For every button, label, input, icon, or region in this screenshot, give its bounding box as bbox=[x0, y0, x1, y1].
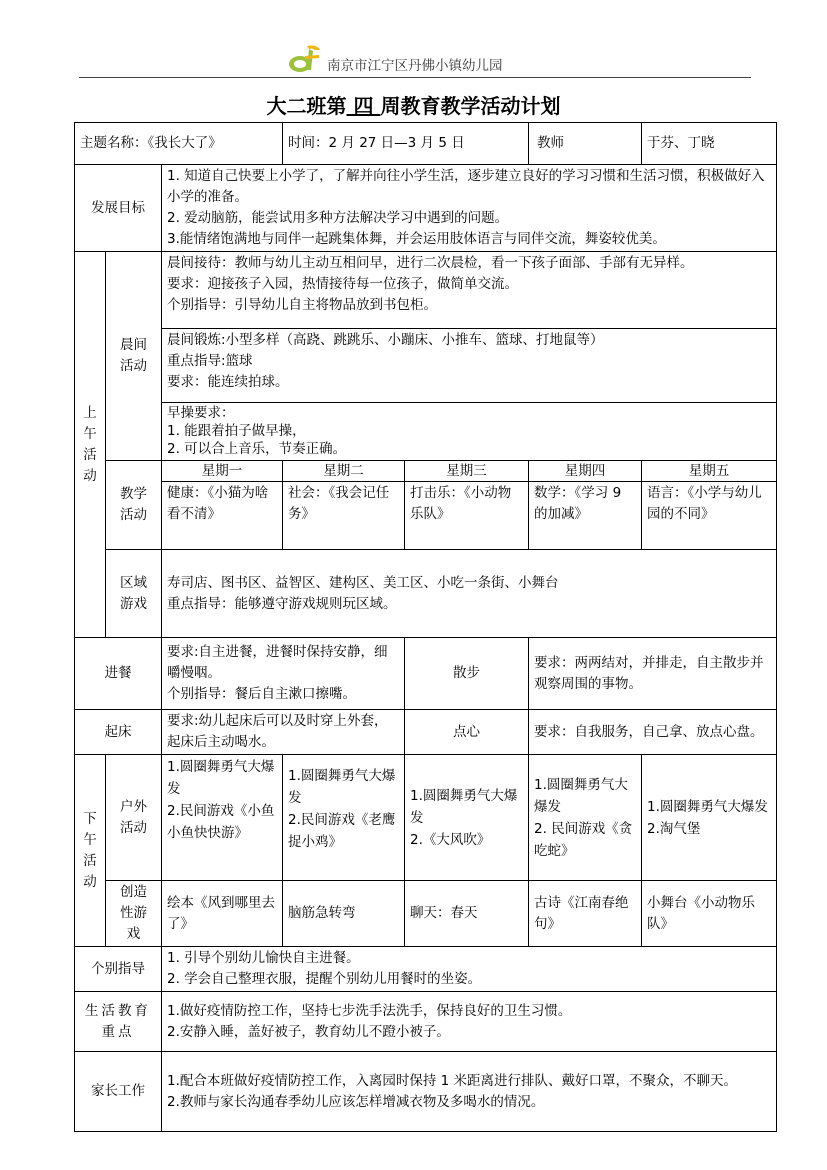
outdoor-row bbox=[75, 755, 777, 881]
weekday-tue: 星期二 bbox=[283, 461, 405, 482]
creative-wed: 聊天：春天 bbox=[405, 881, 529, 947]
df-logo-icon bbox=[287, 42, 325, 74]
header-divider bbox=[79, 77, 751, 78]
wake-content: 要求:幼儿起床后可以及时穿上外套，起床后主动喝水。 bbox=[162, 710, 405, 755]
teaching-mon: 健康：《小猫为啥看不清》 bbox=[162, 482, 283, 550]
creative-row bbox=[75, 881, 777, 947]
goals-label: 发展目标 bbox=[75, 165, 162, 252]
teaching-fri: 语言：《小学与幼儿园的不同》 bbox=[642, 482, 777, 550]
weekday-thu: 星期四 bbox=[529, 461, 642, 482]
creative-tue: 脑筋急转弯 bbox=[283, 881, 405, 947]
page-title bbox=[0, 90, 827, 119]
afternoon-section-label: 下午活动 bbox=[75, 755, 106, 947]
wake-row bbox=[75, 710, 777, 755]
meal-row bbox=[75, 638, 777, 710]
goal-item: 2. 爱动脑筋，能尝试用多种方法解决学习中遇到的问题。 bbox=[167, 210, 509, 226]
creative-fri: 小舞台《小动物乐队》 bbox=[642, 881, 777, 947]
time-cell: 时间：2 月 27 日—3 月 5 日 bbox=[283, 123, 529, 165]
teaching-tue: 社会：《我会记任务》 bbox=[283, 482, 405, 550]
individual-row bbox=[75, 947, 777, 992]
parent-content: 1.配合本班做好疫情防控工作，入离园时保持 1 米距离进行排队、戴好口罩，不聚众，不聊天。 2.教师与家长沟通春季幼儿应该怎样增减衣物及多喝水的情况。 bbox=[162, 1052, 777, 1132]
life-content: 1.做好疫情防控工作，坚持七步洗手法洗手，保持良好的卫生习惯。 2.安静入睡，盖好被子，教育幼儿不蹬小被子。 bbox=[162, 992, 777, 1052]
area-content: 寿司店、图书区、益智区、建构区、美工区、小吃一条街、小舞台 重点指导：能够遵守游戏规则玩区域。 bbox=[162, 550, 777, 638]
teacher-names: 于芬、丁晓 bbox=[642, 123, 777, 165]
outdoor-wed: 1.圆圈舞勇气大爆发 2.《大风吹》 bbox=[405, 755, 529, 881]
theme-cell: 主题名称：《我长大了》 bbox=[75, 123, 283, 165]
morning-exercise-row bbox=[75, 329, 777, 403]
walk-label: 散步 bbox=[405, 638, 529, 710]
weekday-wed: 星期三 bbox=[405, 461, 529, 482]
teaching-label: 教学活动 bbox=[106, 461, 162, 550]
area-label: 区域游戏 bbox=[106, 550, 162, 638]
school-name: 南京市江宁区丹佛小镇幼儿园 bbox=[327, 58, 503, 74]
creative-mon: 绘本《风到哪里去了》 bbox=[162, 881, 283, 947]
plan-table bbox=[74, 122, 777, 1132]
teaching-wed: 打击乐：《小动物乐队》 bbox=[405, 482, 529, 550]
teaching-thu: 数学：《学习 9 的加减》 bbox=[529, 482, 642, 550]
wake-label: 起床 bbox=[75, 710, 162, 755]
individual-content: 1. 引导个别幼儿愉快自主进餐。 2. 学会自己整理衣服，提醒个别幼儿用餐时的坐姿。 bbox=[162, 947, 777, 992]
goal-item: 3.能情绪饱满地与同伴一起跳集体舞，并会运用肢体语言与同伴交流，舞姿较优美。 bbox=[167, 231, 666, 247]
goal-item: 1. 知道自己快要上小学了，了解并向往小学生活，逐步建立良好的学习习惯和生活习惯，积极做好入小学的准备。 bbox=[167, 168, 765, 205]
morning-activity-label: 晨间活动 bbox=[106, 252, 162, 461]
weekday-fri: 星期五 bbox=[642, 461, 777, 482]
outdoor-tue: 1.圆圈舞勇气大爆发 2.民间游戏《老鹰捉小鸡》 bbox=[283, 755, 405, 881]
life-label: 生活教育重点 bbox=[75, 992, 162, 1052]
weekday-mon: 星期一 bbox=[162, 461, 283, 482]
individual-label: 个别指导 bbox=[75, 947, 162, 992]
snack-content: 要求：自我服务，自己拿、放点心盘。 bbox=[529, 710, 777, 755]
morning-drill-row bbox=[75, 403, 777, 461]
teacher-label: 教师 bbox=[529, 123, 642, 165]
goals-content bbox=[162, 165, 777, 252]
life-row bbox=[75, 992, 777, 1052]
goals-row bbox=[75, 165, 777, 252]
snack-label: 点心 bbox=[405, 710, 529, 755]
drill-content: 早操要求： 1. 能跟着拍子做早操， 2. 可以合上音乐，节奏正确。 bbox=[162, 403, 777, 461]
outdoor-mon: 1.圆圈舞勇气大爆发 2.民间游戏《小鱼小鱼快快游》 bbox=[162, 755, 283, 881]
parent-label: 家长工作 bbox=[75, 1052, 162, 1132]
creative-label: 创造性游戏 bbox=[106, 881, 162, 947]
weekday-header-row bbox=[75, 461, 777, 482]
exercise-content: 晨间锻炼:小型多样（高跷、跳跳乐、小蹦床、小推车、篮球、打地鼠等） 重点指导:篮球 要求：能连续拍球。 bbox=[162, 329, 777, 403]
title-week: 四 bbox=[353, 94, 374, 118]
teaching-row bbox=[75, 482, 777, 550]
outdoor-fri: 1.圆圈舞勇气大爆发 2.淘气堡 bbox=[642, 755, 777, 881]
walk-content: 要求：两两结对，并排走，自主散步并观察周围的事物。 bbox=[529, 638, 777, 710]
parent-row bbox=[75, 1052, 777, 1132]
outdoor-label: 户外活动 bbox=[106, 755, 162, 881]
meal-content: 要求:自主进餐，进餐时保持安静，细嚼慢咽。 个别指导：餐后自主漱口擦嘴。 bbox=[162, 638, 405, 710]
info-row bbox=[75, 123, 777, 165]
title-suffix: 周教育教学活动计划 bbox=[380, 94, 561, 118]
document-header bbox=[0, 40, 827, 80]
area-row bbox=[75, 550, 777, 638]
reception-content: 晨间接待：教师与幼儿主动互相问早，进行二次晨检，看一下孩子面部、手部有无异样。 要求：迎接孩子入园，热情接待每一位孩子，做简单交流。 个别指导：引导幼儿自主将物品放到书包柜。 bbox=[162, 252, 777, 329]
outdoor-thu: 1.圆圈舞勇气大爆发 2. 民间游戏《贪吃蛇》 bbox=[529, 755, 642, 881]
morning-section-label: 上午活动 bbox=[75, 252, 106, 638]
morning-reception-row bbox=[75, 252, 777, 329]
creative-thu: 古诗《江南春绝句》 bbox=[529, 881, 642, 947]
title-prefix: 大二班第 bbox=[266, 94, 347, 118]
meal-label: 进餐 bbox=[75, 638, 162, 710]
